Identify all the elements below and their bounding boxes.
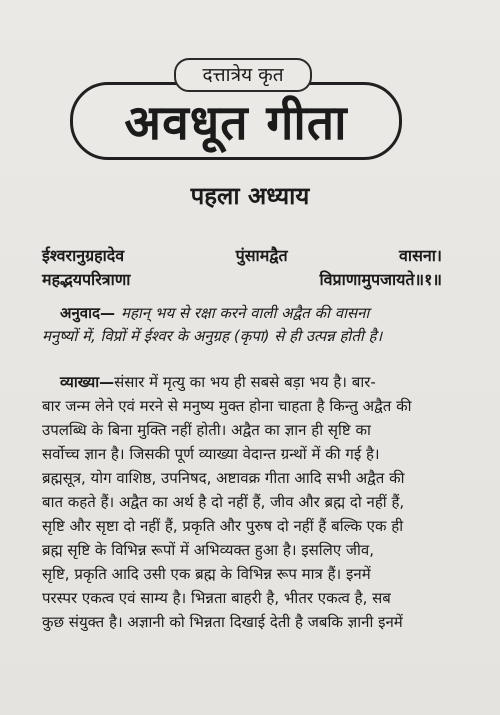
translation-line-2	[42, 325, 474, 348]
commentary-text: कुछ संयुक्त है। अज्ञानी को भिन्नता दिखाई देती है जबकि ज्ञानी इनमें	[42, 613, 403, 631]
commentary-text: परस्पर एकत्व एवं साम्य है। भिन्नता बाहरी है, भीतर एकत्व है, सब	[42, 589, 391, 607]
verse-word: वासना।	[399, 246, 442, 265]
translation-text: मनुष्यों में, विप्रों में ईश्वर के अनुग्रह (कृपा) से ही उत्पन्न होती है।	[42, 327, 383, 345]
book-title-frame	[70, 82, 402, 160]
commentary-text: उपलब्धि के बिना मुक्ति नहीं होती। अद्वैत का ज्ञान ही सृष्टि का	[42, 421, 371, 439]
commentary-text: सृष्टि और सृष्टा दो नहीं हैं, प्रकृति और पुरुष दो नहीं हैं बल्कि एक ही	[42, 517, 404, 535]
verse-word: ईश्वरानुग्रहादेव	[42, 246, 125, 265]
translation-paragraph	[42, 302, 474, 348]
commentary-text: बार जन्म लेने एवं मरने से मनुष्य मुक्त होना चाहता है किन्तु अद्वैत की	[42, 397, 412, 415]
commentary-line-6	[42, 490, 474, 514]
translation-label: अनुवाद	[60, 304, 100, 322]
chapter-heading: पहला अध्याय	[190, 182, 310, 210]
commentary-label: व्याख्या	[60, 373, 100, 391]
commentary-paragraph	[42, 370, 474, 634]
translation-text: महान् भय से रक्षा करने वाली अद्वैत की वासना	[120, 304, 370, 322]
commentary-text: सर्वोच्च ज्ञान है। जिसकी पूर्ण व्याख्या वेदान्त ग्रन्थों में की गई है।	[42, 445, 380, 463]
commentary-line-10	[42, 586, 474, 610]
verse-word: पुंसामद्वैत	[235, 246, 288, 265]
commentary-line-3	[42, 418, 474, 442]
verse-line-1	[42, 244, 442, 268]
commentary-text: संसार में मृत्यु का भय ही सबसे बड़ा भय है। बार-	[114, 373, 376, 391]
commentary-text: सृष्टि, प्रकृति आदि उसी एक ब्रह्म के विभिन्न रूप मात्र हैं। इनमें	[42, 565, 371, 583]
translation-line-1: अनुवाद — महान् भय से रक्षा करने वाली अद्वैत की वासना	[42, 302, 474, 325]
commentary-line-8	[42, 538, 474, 562]
commentary-line-2	[42, 394, 474, 418]
commentary-line-4	[42, 442, 474, 466]
verse-word: विप्राणामुपजायते॥१॥	[319, 270, 442, 289]
commentary-line-1: व्याख्या — संसार में मृत्यु का भय ही सबसे बड़ा भय है। बार-	[42, 370, 474, 394]
author-label	[174, 58, 312, 92]
verse-line-2	[42, 268, 442, 292]
sanskrit-verse	[42, 244, 442, 292]
verse-word: महद्भयपरित्राणा	[42, 270, 131, 289]
book-title: अवधूत गीता	[124, 94, 348, 151]
commentary-line-11	[42, 610, 474, 634]
commentary-text: बात कहते हैं। अद्वैत का अर्थ है दो नहीं हैं, जीव और ब्रह्म दो नहीं हैं,	[42, 493, 405, 511]
commentary-line-5	[42, 466, 474, 490]
commentary-text: ब्रह्मसूत्र, योग वाशिष्ठ, उपनिषद, अष्टावक्र गीता आदि सभी अद्वैत की	[42, 469, 405, 487]
commentary-line-9	[42, 562, 474, 586]
author-text: दत्तात्रेय कृत	[202, 63, 284, 86]
commentary-text: ब्रह्म सृष्टि के विभिन्न रूपों में अभिव्यक्त हुआ है। इसलिए जीव,	[42, 541, 375, 559]
commentary-line-7	[42, 514, 474, 538]
